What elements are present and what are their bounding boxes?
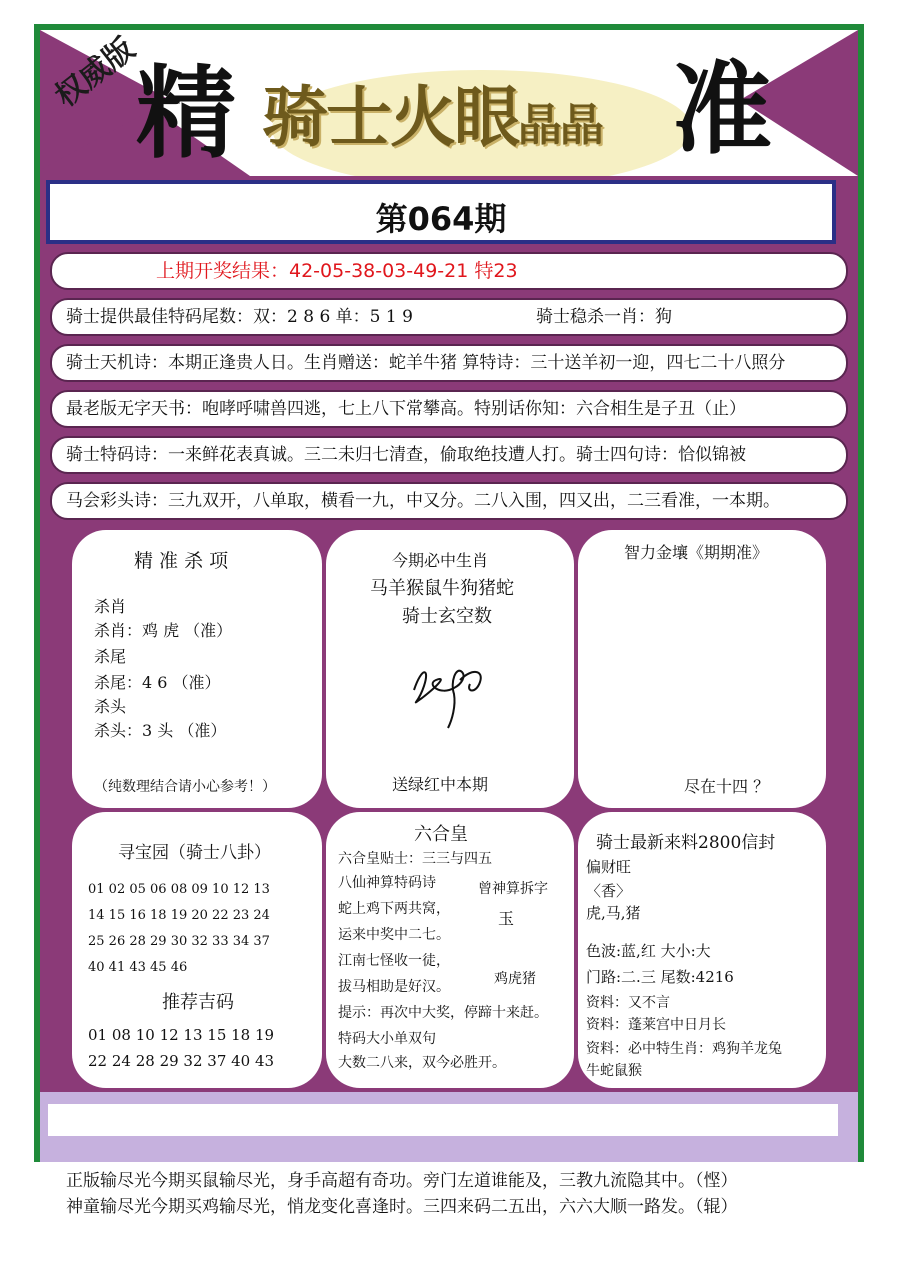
kill-line: 杀头：3 头 （准） xyxy=(94,721,227,740)
kill-line: 杀肖：鸡 虎 （准） xyxy=(94,621,233,640)
treasure-card xyxy=(72,812,322,1088)
treasure-numbers-row: 25 26 28 29 30 32 33 34 37 xyxy=(88,934,270,949)
liuhe-line: 六合皇贴士：三三与四五 xyxy=(338,851,492,867)
wisdom-bottom: 尽在十四 ？ xyxy=(684,777,770,796)
split-char-bottom: 鸡虎猪 xyxy=(494,971,536,987)
liuhe-line: 江南七怪收一徒， xyxy=(338,953,450,969)
big-char-left: 精 xyxy=(136,55,236,172)
kill-one-zodiac: 骑士稳杀一肖：狗 xyxy=(536,307,672,327)
latest-line: 虎,马,猪 xyxy=(586,904,641,922)
edition-label: 权威版 xyxy=(48,31,142,115)
wisdom-card xyxy=(578,530,826,808)
kill-line: 杀头 xyxy=(94,697,127,716)
footer-line: 神童输尽光今期买鸡输尽光，悄龙变化喜逢时。三四来码二五出，六六大顺一路发。（辊） xyxy=(66,1197,738,1217)
bottom-band xyxy=(40,1092,858,1162)
split-char: 玉 xyxy=(498,909,515,928)
latest-line: 资料：又不言 xyxy=(586,995,670,1011)
treasure-numbers-row: 14 15 16 18 19 20 22 23 24 xyxy=(88,908,270,923)
latest-title: 骑士最新来料2800信封 xyxy=(596,833,776,853)
poster-title xyxy=(262,78,602,156)
poem-row-3: 骑士特码诗：一来鲜花表真诚。三二未归七清查，偷取绝技遭人打。骑士四句诗：恰似锦被 xyxy=(50,436,848,474)
recommend-title: 推荐吉码 xyxy=(162,992,234,1013)
tail-row xyxy=(50,298,848,336)
liuhe-line: 八仙神算特码诗 xyxy=(338,875,436,891)
latest-card xyxy=(578,812,826,1088)
kill-line: 杀尾 xyxy=(94,647,127,666)
last-result-row: 上期开奖结果：42-05-38-03-49-21 特23 xyxy=(50,252,848,290)
zodiac-line: 今期必中生肖 xyxy=(392,551,489,570)
treasure-title: 寻宝园（骑士八卦） xyxy=(118,843,271,863)
signature-scribble xyxy=(400,646,510,736)
poster-header xyxy=(40,30,858,176)
kill-line: 杀尾：4 6 （准） xyxy=(94,673,221,692)
big-char-right: 准 xyxy=(672,51,772,168)
liuhe-card xyxy=(326,812,574,1088)
kill-line: 杀肖 xyxy=(94,597,127,616)
latest-line: 资料：蓬莱宫中日月长 xyxy=(586,1017,726,1033)
liuhe-title: 六合皇 xyxy=(414,824,468,845)
zodiac-line: 骑士玄空数 xyxy=(402,606,492,627)
poem-row-2: 最老版无字天书：咆哮呼啸兽四逃，七上八下常攀高。特别话你知：六合相生是子丑（止） xyxy=(50,390,848,428)
tail-numbers: 骑士提供最佳特码尾数：双：2 8 6 单：5 1 9 xyxy=(66,307,413,327)
zodiac-card xyxy=(326,530,574,808)
poem-row-1: 骑士天机诗：本期正逢贵人日。生肖赠送：蛇羊牛猪 算特诗：三十送羊初一迎，四七二十八照分 xyxy=(50,344,848,382)
split-char-title: 曾神算拆字 xyxy=(478,881,548,897)
kill-title: 精 准 杀 项 xyxy=(134,550,229,572)
latest-line: 色波:蓝,红 大小:大 xyxy=(586,942,711,960)
wisdom-title: 智力金壤《期期准》 xyxy=(624,543,769,562)
liuhe-line: 蛇上鸡下两共窝， xyxy=(338,901,450,917)
issue-bar xyxy=(46,180,836,244)
footer-line: 正版输尽光今期买鼠输尽光，身手高超有奇功。旁门左道谁能及，三教九流隐其中。（悭） xyxy=(66,1171,738,1191)
latest-line: 门路:二.三 尾数:4216 xyxy=(586,968,734,986)
issue-number: 第064期 xyxy=(375,200,507,238)
latest-line: 偏财旺 xyxy=(586,858,632,876)
liuhe-line: 特码大小单双句 xyxy=(338,1031,436,1047)
bottom-blank-box xyxy=(48,1104,838,1136)
latest-line: 资料：必中特生肖：鸡狗羊龙兔 xyxy=(586,1041,782,1057)
zodiac-list: 马羊猴鼠牛狗猪蛇 xyxy=(370,578,514,599)
liuhe-line: 大数二八来，双今必胜开。 xyxy=(338,1055,506,1071)
latest-line: 〈香〉 xyxy=(586,882,632,900)
kill-note: （纯数理结合请小心参考！） xyxy=(94,779,276,795)
poem-row-4: 马会彩头诗：三九双开，八单取，横看一九，中又分。二八入围，四又出，二三看准，一本期。 xyxy=(50,482,848,520)
liuhe-line: 拔马相助是好汉。 xyxy=(338,979,450,995)
treasure-numbers-row: 40 41 43 45 46 xyxy=(88,960,188,975)
latest-line: 牛蛇鼠猴 xyxy=(586,1063,642,1079)
liuhe-line: 提示：再次中大奖，停蹄十来赶。 xyxy=(338,1005,548,1021)
recommend-numbers-row: 01 08 10 12 13 15 18 19 xyxy=(88,1026,275,1044)
liuhe-line: 运来中奖中二七。 xyxy=(338,927,450,943)
treasure-numbers-row: 01 02 05 06 08 09 10 12 13 xyxy=(88,882,270,897)
poster-frame xyxy=(34,24,864,1162)
title-small: 晶晶 xyxy=(518,100,602,151)
zodiac-bottom: 送绿红中本期 xyxy=(392,775,489,794)
recommend-numbers-row: 22 24 28 29 32 37 40 43 xyxy=(88,1052,275,1070)
title-main: 骑士火眼 xyxy=(262,78,518,156)
kill-card xyxy=(72,530,322,808)
